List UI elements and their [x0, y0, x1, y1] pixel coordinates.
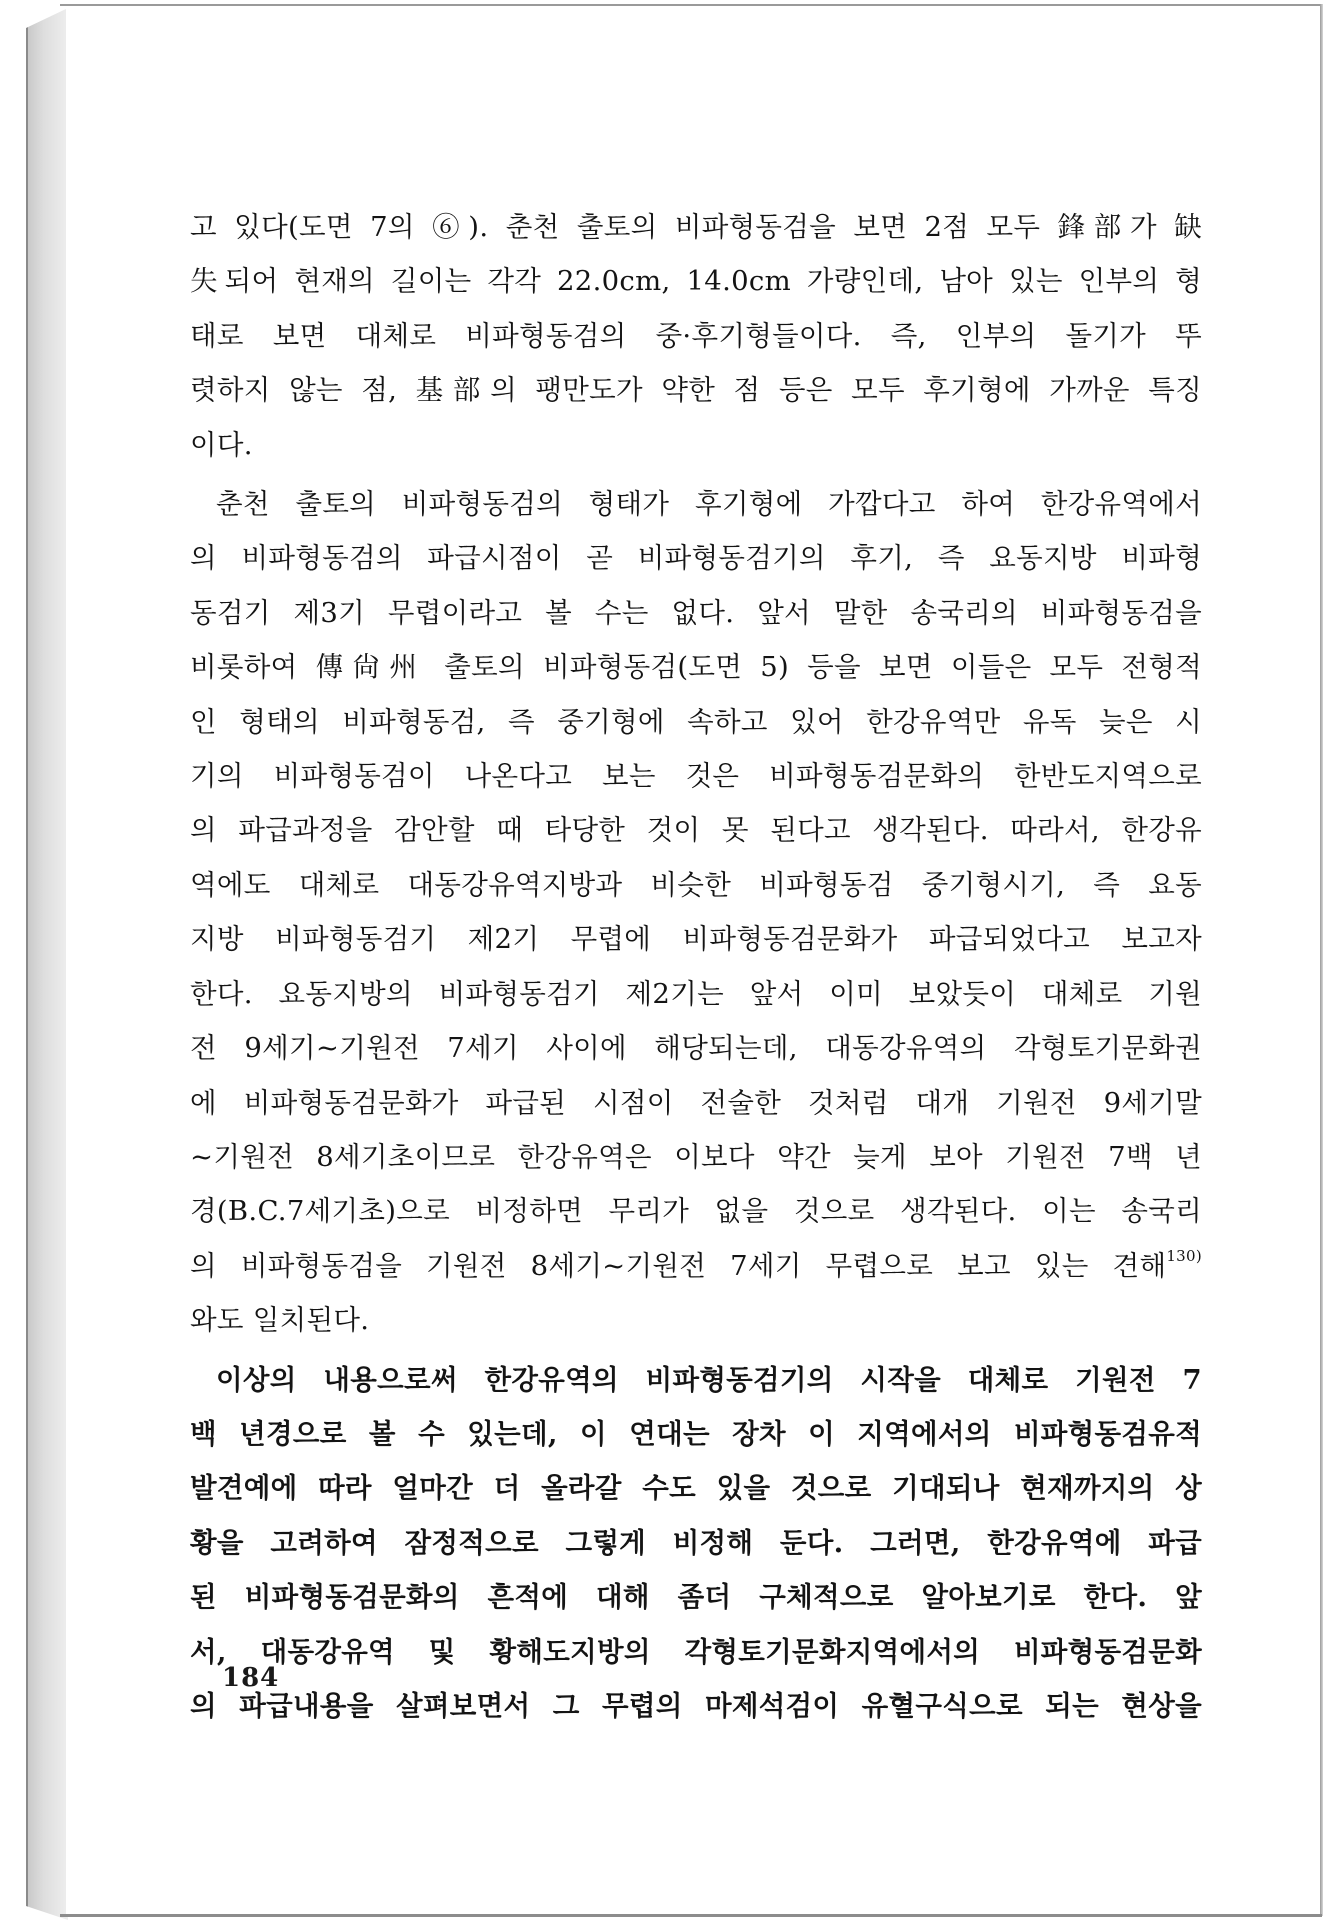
- text-line: 서, 대동강유역 및 황해도지방의 각형토기문화지역에서의 비파형동검문화: [190, 1635, 1202, 1668]
- paragraph-1: [190, 200, 1202, 472]
- text-line: 인 형태의 비파형동검, 즉 중기형에 속하고 있어 한강유역만 유독 늦은 시: [190, 705, 1202, 738]
- page-body-text: [190, 200, 1202, 1738]
- text-line: 역에도 대체로 대동강유역지방과 비슷한 비파형동검 중기형시기, 즉 요동: [190, 868, 1202, 901]
- page-number: 184: [222, 1663, 280, 1693]
- text-line: 이상의 내용으로써 한강유역의 비파형동검기의 시작을 대체로 기원전 7: [216, 1363, 1202, 1396]
- book-right-edge: [1320, 4, 1323, 1916]
- book-bottom-edge: [60, 1914, 1322, 1917]
- text-line: 기의 비파형동검이 나온다고 보는 것은 비파형동검문화의 한반도지역으로: [190, 760, 1202, 793]
- text-line: 의 파급내용을 살펴보면서 그 무렵의 마제석검이 유혈구식으로 되는 현상을: [190, 1689, 1202, 1722]
- text-line: 한다. 요동지방의 비파형동검기 제2기는 앞서 이미 보았듯이 대체로 기원: [190, 977, 1202, 1010]
- text-line: 발견예에 따라 얼마간 더 올라갈 수도 있을 것으로 기대되나 현재까지의 상: [190, 1472, 1202, 1505]
- text-line: 고 있다(도면 7의 ⑥). 춘천 출토의 비파형동검을 보면 2점 모두 鋒部가 缺: [190, 211, 1202, 243]
- text-line: 와도 일치된다.: [190, 1304, 370, 1337]
- text-line: 춘천 출토의 비파형동검의 형태가 후기형에 가깝다고 하여 한강유역에서: [216, 488, 1202, 521]
- text-line: 렷하지 않는 점, 基部의 팽만도가 약한 점 등은 모두 후기형에 가까운 특징: [190, 374, 1202, 407]
- text-line: 경(B.C.7세기초)으로 비정하면 무리가 없을 것으로 생각된다. 이는 송국리: [190, 1195, 1202, 1228]
- text-line: 황을 고려하여 잠정적으로 그렇게 비정해 둔다. 그러면, 한강유역에 파급: [190, 1526, 1202, 1559]
- text-line: 비롯하여 傳尙州 출토의 비파형동검(도면 5) 등을 보면 이들은 모두 전형적: [190, 651, 1202, 684]
- text-line-content: 의 비파형동검을 기원전 8세기~기원전 7세기 무렵으로 보고 있는 견해: [190, 1249, 1167, 1282]
- text-line: 의 비파형동검의 파급시점이 곧 비파형동검기의 후기, 즉 요동지방 비파형: [190, 542, 1202, 575]
- text-line-with-footnote: [190, 1239, 1202, 1293]
- text-line: 에 비파형동검문화가 파급된 시점이 전술한 것처럼 대개 기원전 9세기말: [190, 1086, 1202, 1119]
- text-line: 의 파급과정을 감안할 때 타당한 것이 못 된다고 생각된다. 따라서, 한강유: [190, 814, 1202, 847]
- text-line: 失되어 현재의 길이는 각각 22.0cm, 14.0cm 가량인데, 남아 있는 인부의 형: [190, 265, 1202, 298]
- text-line: 된 비파형동검문화의 흔적에 대해 좀더 구체적으로 알아보기로 한다. 앞: [190, 1581, 1202, 1614]
- footnote-mark: 130): [1166, 1246, 1202, 1265]
- paragraph-2: [190, 477, 1202, 1348]
- paragraph-3: [190, 1353, 1202, 1734]
- book-spine: [26, 8, 68, 1920]
- text-line: 전 9세기~기원전 7세기 사이에 해당되는데, 대동강유역의 각형토기문화권: [190, 1032, 1202, 1065]
- text-line: ~기원전 8세기초이므로 한강유역은 이보다 약간 늦게 보아 기원전 7백 년: [190, 1140, 1202, 1173]
- text-line: 태로 보면 대체로 비파형동검의 중·후기형들이다. 즉, 인부의 돌기가 뚜: [190, 319, 1202, 352]
- text-line: 지방 비파형동검기 제2기 무렵에 비파형동검문화가 파급되었다고 보고자: [190, 923, 1202, 956]
- text-line: 백 년경으로 볼 수 있는데, 이 연대는 장차 이 지역에서의 비파형동검유적: [190, 1417, 1202, 1450]
- text-line: 동검기 제3기 무렵이라고 볼 수는 없다. 앞서 말한 송국리의 비파형동검을: [190, 596, 1202, 629]
- text-line: 이다.: [190, 428, 253, 461]
